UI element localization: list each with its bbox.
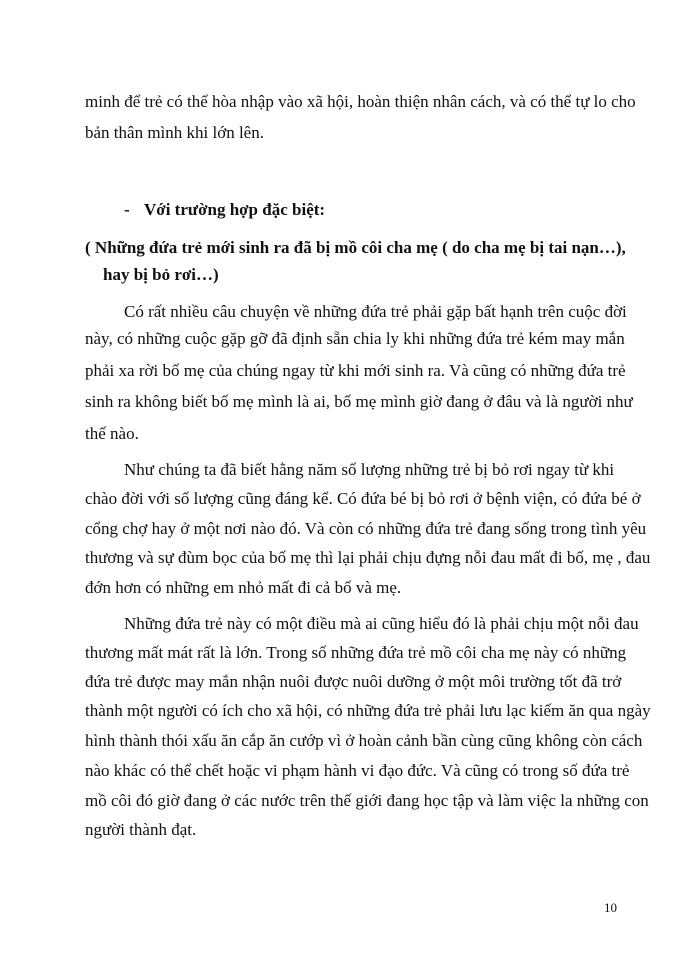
section-heading: Với trường hợp đặc biệt:	[144, 200, 326, 219]
paragraph3-line-2: thương mất mát rất là lớn. Trong số những đứa trẻ mồ côi cha mẹ này có những	[85, 643, 627, 662]
paragraph1-line-3: phải xa rời bố mẹ của chúng ngay từ khi mới sinh ra. Và cũng có những đứa trẻ	[85, 361, 626, 380]
section-bullet: -	[124, 200, 130, 219]
paragraph3-line-5: hình thành thói xấu ăn cắp ăn cướp vì ở hoàn cảnh bần cùng cũng không còn cách	[85, 731, 643, 750]
page-number: 10	[604, 900, 617, 915]
paragraph3-line-6: nào khác có thể chết hoặc vi phạm hành vi đạo đức. Và cũng có trong số đứa trẻ	[85, 761, 630, 780]
intro-line-1: minh để trẻ có thể hòa nhập vào xã hội, hoàn thiện nhân cách, và có thể tự lo cho	[85, 92, 636, 111]
paragraph2-line-2: chào đời với số lượng cũng đáng kể. Có đứa bé bị bỏ rơi ở bệnh viện, có đứa bé ở	[85, 489, 641, 508]
paragraph3-line-8: người thành đạt.	[85, 820, 197, 839]
paragraph1-line-5: thế nào.	[85, 424, 139, 443]
paragraph3-line-4: thành một người có ích cho xã hội, có những đứa trẻ phải lưu lạc kiếm ăn qua ngày	[85, 701, 651, 720]
paragraph1-line-1: Có rất nhiều câu chuyện về những đứa trẻ phải gặp bất hạnh trên cuộc đời	[124, 302, 627, 321]
paragraph1-line-2: này, có những cuộc gặp gỡ đã định sẵn chia ly khi những đứa trẻ kém may mắn	[85, 329, 625, 348]
intro-line-2: bản thân mình khi lớn lên.	[85, 123, 264, 142]
paragraph1-line-4: sinh ra không biết bố mẹ mình là ai, bố mẹ mình giờ đang ở đâu và là người như	[85, 392, 633, 411]
paragraph2-line-4: thương và sự đùm bọc của bố mẹ thì lại phải chịu đựng nỗi đau mất đi bố, mẹ , đau	[85, 548, 651, 567]
paragraph2-line-5: đớn hơn có những em nhỏ mất đi cả bố và mẹ.	[85, 578, 402, 597]
paragraph3-line-7: mồ côi đó giờ đang ở các nước trên thế giới đang học tập và làm việc la những con	[85, 791, 649, 810]
subheading-line-2: hay bị bỏ rơi…)	[103, 265, 219, 284]
paragraph3-line-3: đứa trẻ được may mắn nhận nuôi được nuôi dưỡng ở một môi trường tốt đã trở	[85, 672, 622, 691]
paragraph2-line-3: cổng chợ hay ở một nơi nào đó. Và còn có những đứa trẻ đang sống trong tình yêu	[85, 519, 647, 538]
subheading-line-1: ( Những đứa trẻ mới sinh ra đã bị mồ côi cha mẹ ( do cha mẹ bị tai nạn…),	[85, 238, 626, 257]
paragraph2-line-1: Như chúng ta đã biết hằng năm số lượng những trẻ bị bỏ rơi ngay từ khi	[124, 460, 615, 479]
paragraph3-line-1: Những đứa trẻ này có một điều mà ai cũng hiểu đó là phải chịu một nỗi đau	[124, 614, 639, 633]
